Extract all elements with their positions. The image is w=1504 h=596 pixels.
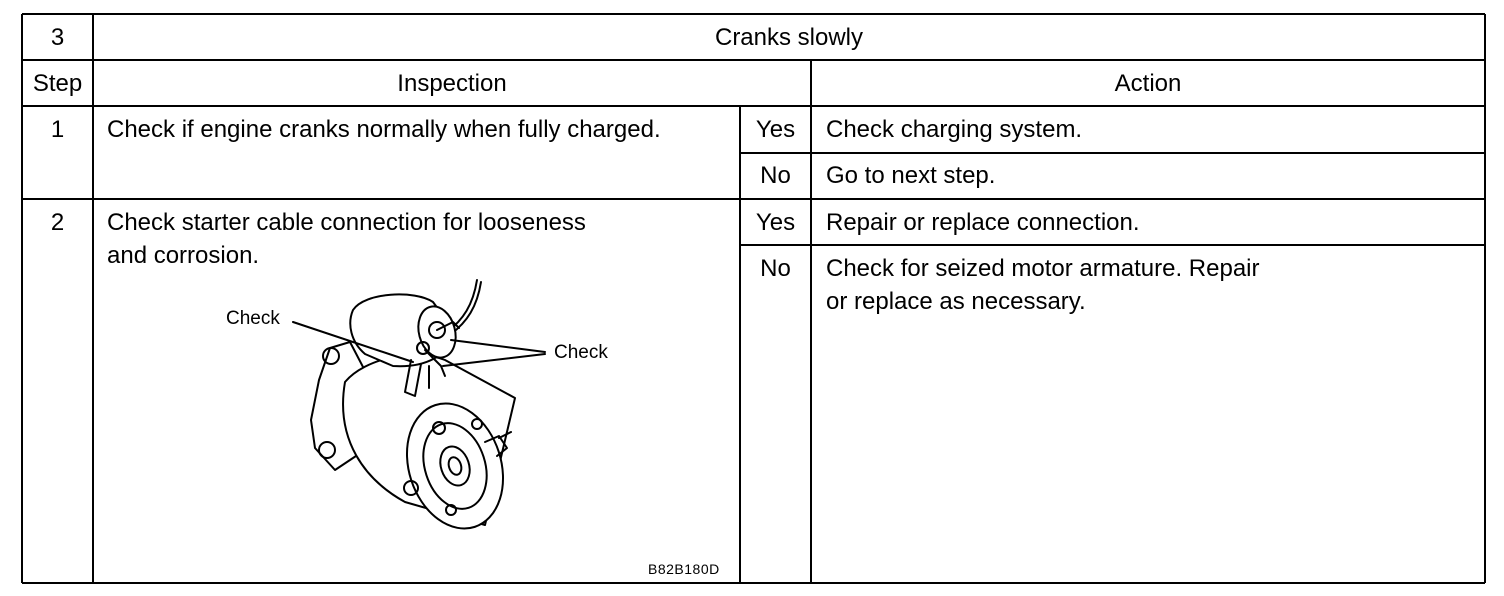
step-1-yes-action: Check charging system. — [826, 116, 1083, 143]
column-header-action: Action — [1114, 70, 1182, 97]
step-2-number: 2 — [50, 209, 65, 236]
step-1-yes: Yes — [755, 116, 796, 143]
callout-check-left: Check — [226, 308, 280, 329]
step-2-no: No — [760, 255, 791, 282]
callout-check-right: Check — [554, 342, 608, 363]
step-2-inspection-line-2: and corrosion. — [107, 242, 260, 269]
step-1-number: 1 — [50, 116, 65, 143]
step-2-yes-action: Repair or replace connection. — [826, 209, 1140, 236]
step-1-no: No — [760, 162, 791, 189]
figure-code: B82B180D — [648, 561, 720, 577]
step-1-no-action: Go to next step. — [826, 162, 996, 189]
header-number: 3 — [50, 24, 65, 51]
column-header-step: Step — [32, 70, 83, 97]
step-1-inspection: Check if engine cranks normally when fully charged. — [107, 116, 661, 143]
step-2-no-action-line-2: or replace as necessary. — [826, 288, 1086, 315]
step-2-no-action-line-1: Check for seized motor armature. Repair — [826, 255, 1260, 282]
step-2-inspection-line-1: Check starter cable connection for looseness — [107, 209, 586, 236]
header-title: Cranks slowly — [714, 24, 864, 51]
column-header-inspection: Inspection — [397, 70, 507, 97]
step-2-yes: Yes — [755, 209, 796, 236]
